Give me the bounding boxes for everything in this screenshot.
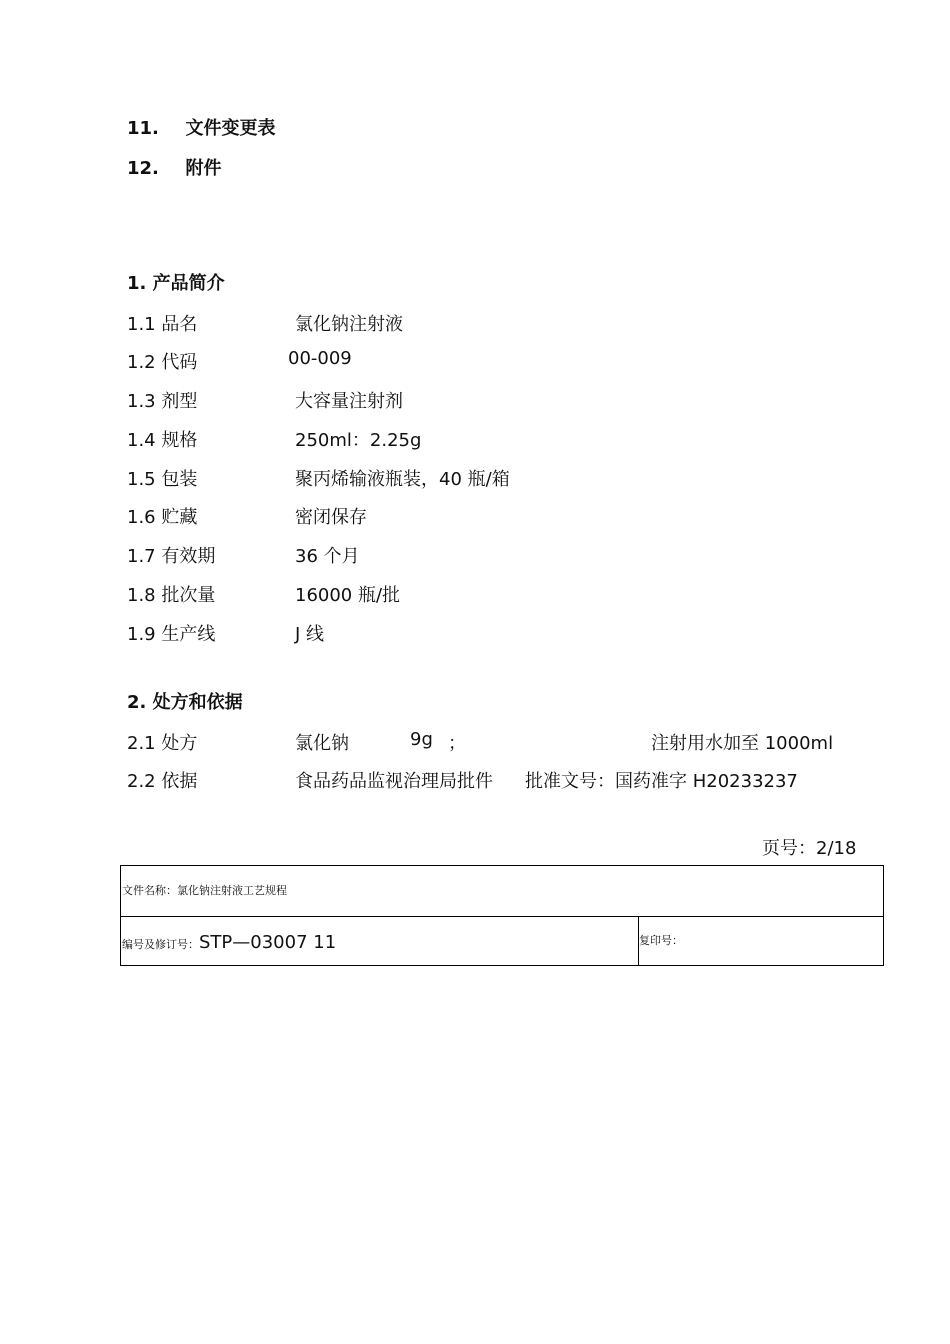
toc-number: 12. — [127, 158, 159, 179]
production-line-value: J 线 — [295, 624, 325, 645]
specification-label: 1.4 规格 — [127, 430, 198, 451]
shelf-life-label: 1.7 有效期 — [127, 546, 216, 567]
storage-label: 1.6 贮藏 — [127, 507, 198, 528]
page-number: 页号：2/18 — [762, 838, 857, 859]
toc-title: 文件变更表 — [185, 118, 276, 139]
table-row-divider — [121, 916, 883, 917]
section-2-heading: 2. 处方和依据 — [127, 692, 243, 713]
specification-value: 250ml：2.25g — [295, 430, 422, 451]
prescription-diluent: 注射用水加至 1000ml — [651, 733, 834, 754]
batch-size-label: 1.8 批次量 — [127, 585, 216, 606]
prescription-separator: ； — [448, 733, 466, 754]
product-name-value: 氯化钠注射液 — [295, 314, 403, 335]
product-name-label: 1.1 品名 — [127, 314, 198, 335]
toc-item-11 — [127, 114, 275, 140]
production-line-label: 1.9 生产线 — [127, 624, 216, 645]
toc-title: 附件 — [185, 158, 222, 179]
basis-label: 2.2 依据 — [127, 771, 198, 792]
storage-value: 密闭保存 — [295, 507, 367, 528]
copy-number-label: 复印号： — [639, 934, 683, 947]
basis-approval-number: 批准文号：国药准字 H20233237 — [525, 771, 798, 792]
dosage-form-value: 大容量注射剂 — [295, 391, 403, 412]
document-control-table — [120, 865, 884, 966]
code-revision-value: STP—03007 11 — [199, 932, 337, 953]
batch-size-value: 16000 瓶/批 — [295, 585, 401, 606]
prescription-label: 2.1 处方 — [127, 733, 198, 754]
file-name-label: 文件名称：氯化钠注射液工艺规程 — [122, 884, 287, 897]
prescription-amount: 9g — [410, 729, 433, 750]
code-revision-cell — [122, 932, 336, 953]
prescription-ingredient: 氯化钠 — [295, 733, 349, 754]
section-1-heading: 1. 产品简介 — [127, 273, 225, 294]
product-code-value: 00-009 — [288, 348, 352, 369]
code-revision-label: 编号及修订号： — [122, 938, 199, 951]
basis-authority: 食品药品监视治理局批件 — [295, 771, 493, 792]
product-code-label: 1.2 代码 — [127, 352, 198, 373]
toc-number: 11. — [127, 118, 159, 139]
packaging-label: 1.5 包装 — [127, 469, 198, 490]
dosage-form-label: 1.3 剂型 — [127, 391, 198, 412]
shelf-life-value: 36 个月 — [295, 546, 360, 567]
toc-item-12 — [127, 154, 221, 180]
packaging-value: 聚丙烯输液瓶装，40 瓶/箱 — [295, 469, 510, 490]
